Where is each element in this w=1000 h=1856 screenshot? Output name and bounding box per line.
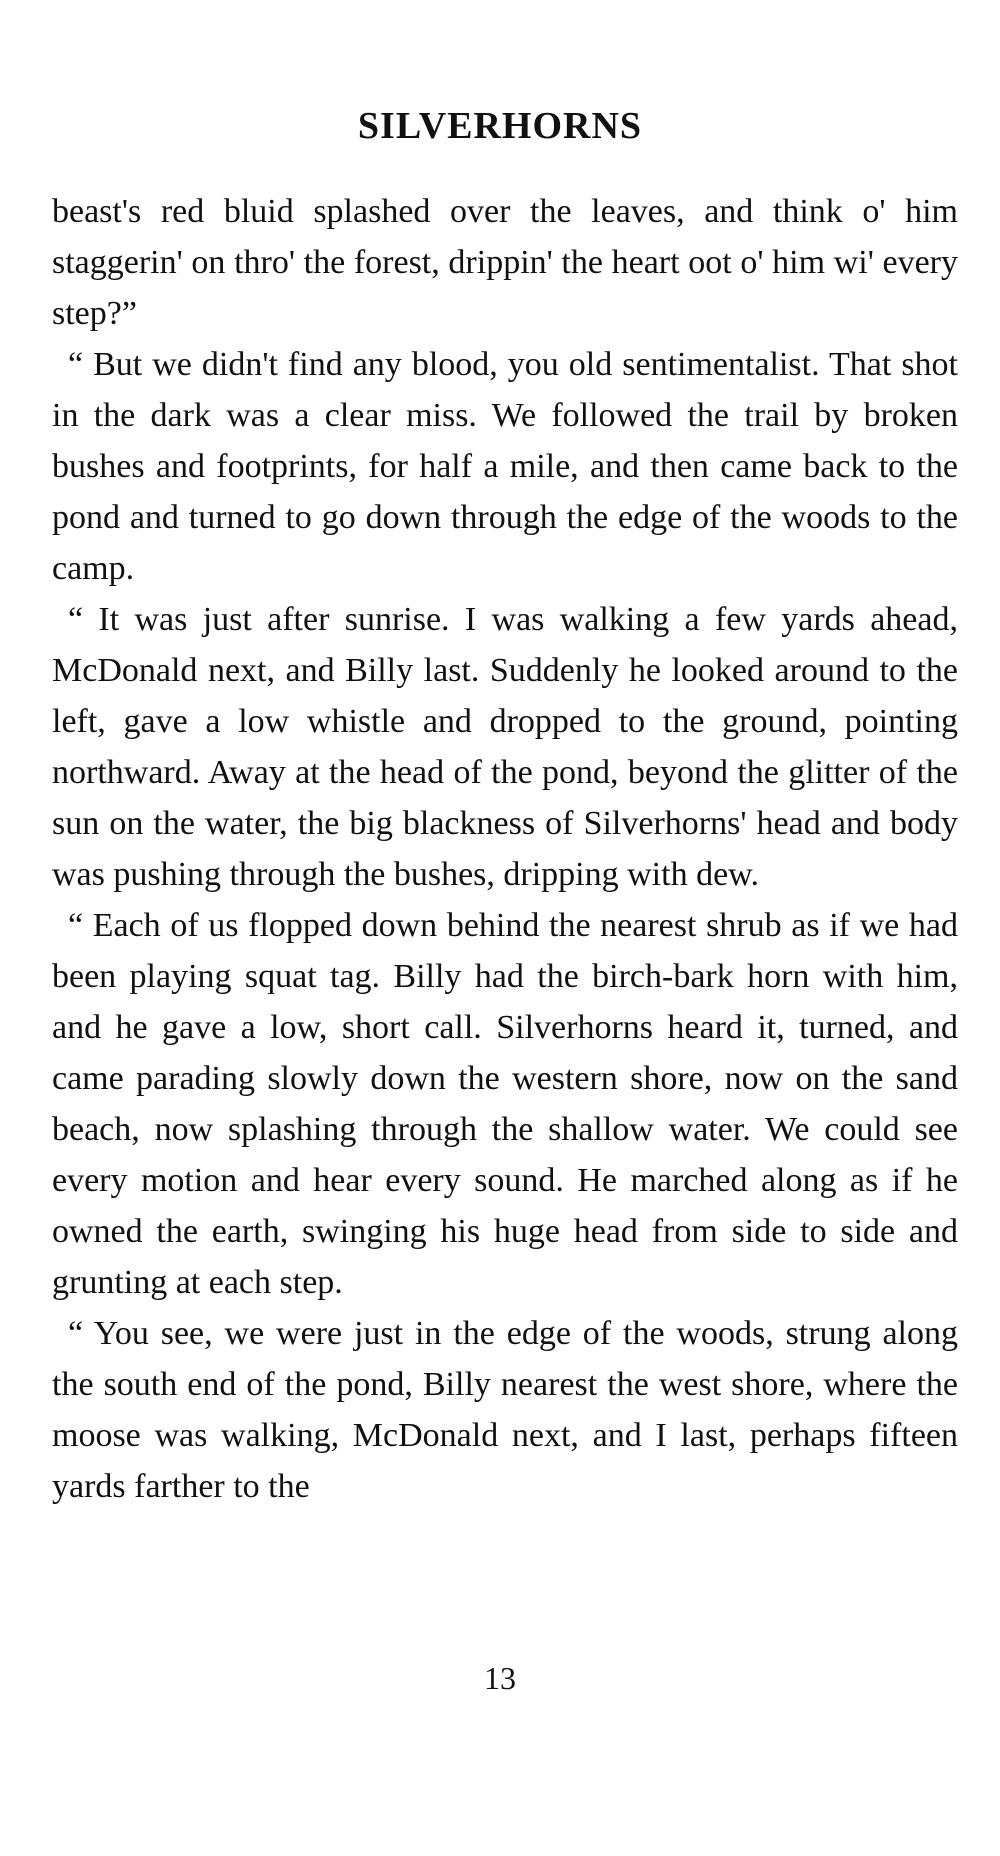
paragraph: “ It was just after sunrise. I was walking a few yards ahead, McDonald next, and Billy last. Suddenly he looked around to the left, gave a low whistle and dropped to the ground, pointing northward. Away at the head of the pond, beyond the glitter of the sun on the water, the big blackness of Silverhorns' head and body was pushing through the bushes, dripping with dew. [52,601,958,893]
paragraph: “ But we didn't find any blood, you old sentimentalist. That shot in the dark was a clear miss. We followed the trail by broken bushes and footprints, for half a mile, and then came back to the pond and turned to go down through the edge of the woods to the camp. [52,346,958,587]
paragraph: “ Each of us flopped down behind the nearest shrub as if we had been playing squat tag. Billy had the birch-bark horn with him, and he gave a low, short call. Silverhorns heard it, turned, and came parading slowly down the western shore, now on the sand beach, now splashing through the shallow water. We could see every motion and hear every sound. He marched along as if he owned the earth, swinging his huge head from side to side and grunting at each step. [52,907,958,1301]
page-number: 13 [484,1660,516,1696]
paragraph: “ You see, we were just in the edge of the woods, strung along the south end of the pond, Billy nearest the west shore, where the moose was walking, McDonald next, and I last, perhaps fifteen yards farther to the [52,1315,958,1505]
body-text [52,186,958,1512]
paragraph-continued: beast's red bluid splashed over the leaves, and think o' him staggerin' on thro' the forest, drippin' the heart oot o' him wi' every step?” [52,193,958,332]
running-head: SILVERHORNS [357,105,643,147]
